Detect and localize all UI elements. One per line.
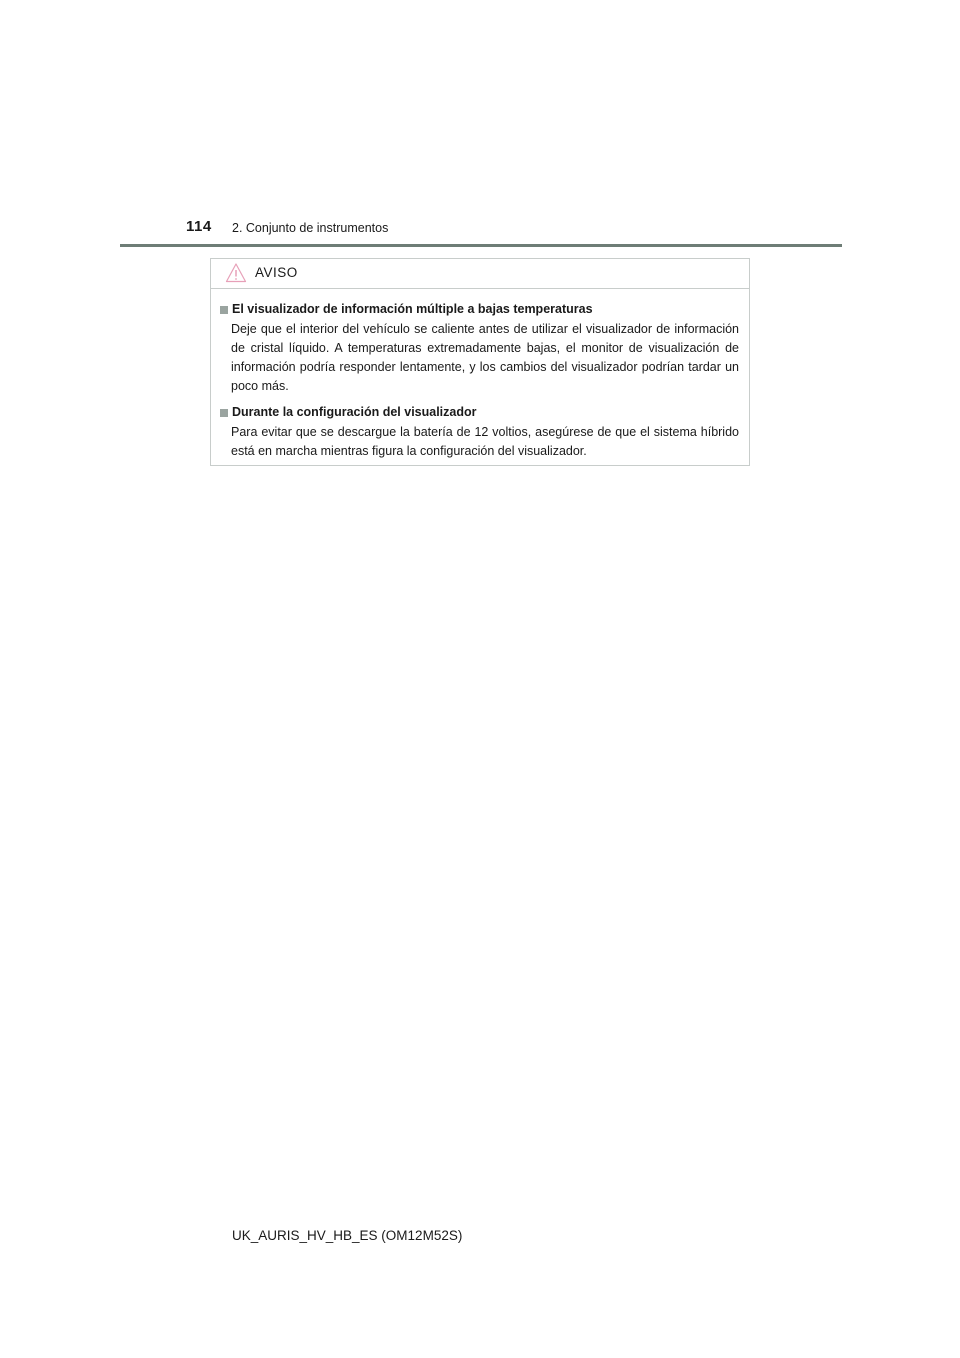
- section-title: 2. Conjunto de instrumentos: [232, 221, 389, 235]
- warning-header: [211, 259, 749, 289]
- square-bullet-icon: [220, 306, 228, 314]
- warning-item-heading-text: Durante la configuración del visualizador: [232, 405, 477, 419]
- warning-title: AVISO: [255, 265, 298, 280]
- warning-item-heading-text: El visualizador de información múltiple a bajas temperaturas: [232, 302, 593, 316]
- warning-triangle-icon: [225, 262, 247, 284]
- page-number: 114: [186, 218, 212, 235]
- footer-document-code: UK_AURIS_HV_HB_ES (OM12M52S): [232, 1228, 463, 1243]
- warning-item-heading: [220, 301, 739, 318]
- square-bullet-icon: [220, 409, 228, 417]
- warning-body: [211, 289, 749, 461]
- warning-box: [210, 258, 750, 466]
- warning-item-heading: [220, 404, 739, 421]
- header-rule: [120, 244, 842, 247]
- warning-item-text: Deje que el interior del vehículo se caliente antes de utilizar el visualizador de información de cristal líquido. A temperaturas extremadamente bajas, el monitor de visualización de información podría responder lentamente, y los cambios del visualizador podrían tardar un poco más.: [231, 322, 739, 393]
- warning-item: [220, 301, 739, 396]
- warning-item-text: Para evitar que se descargue la batería de 12 voltios, asegúrese de que el sistema híbrido está en marcha mientras figura la configuración del visualizador.: [231, 425, 739, 458]
- warning-item: [220, 404, 739, 461]
